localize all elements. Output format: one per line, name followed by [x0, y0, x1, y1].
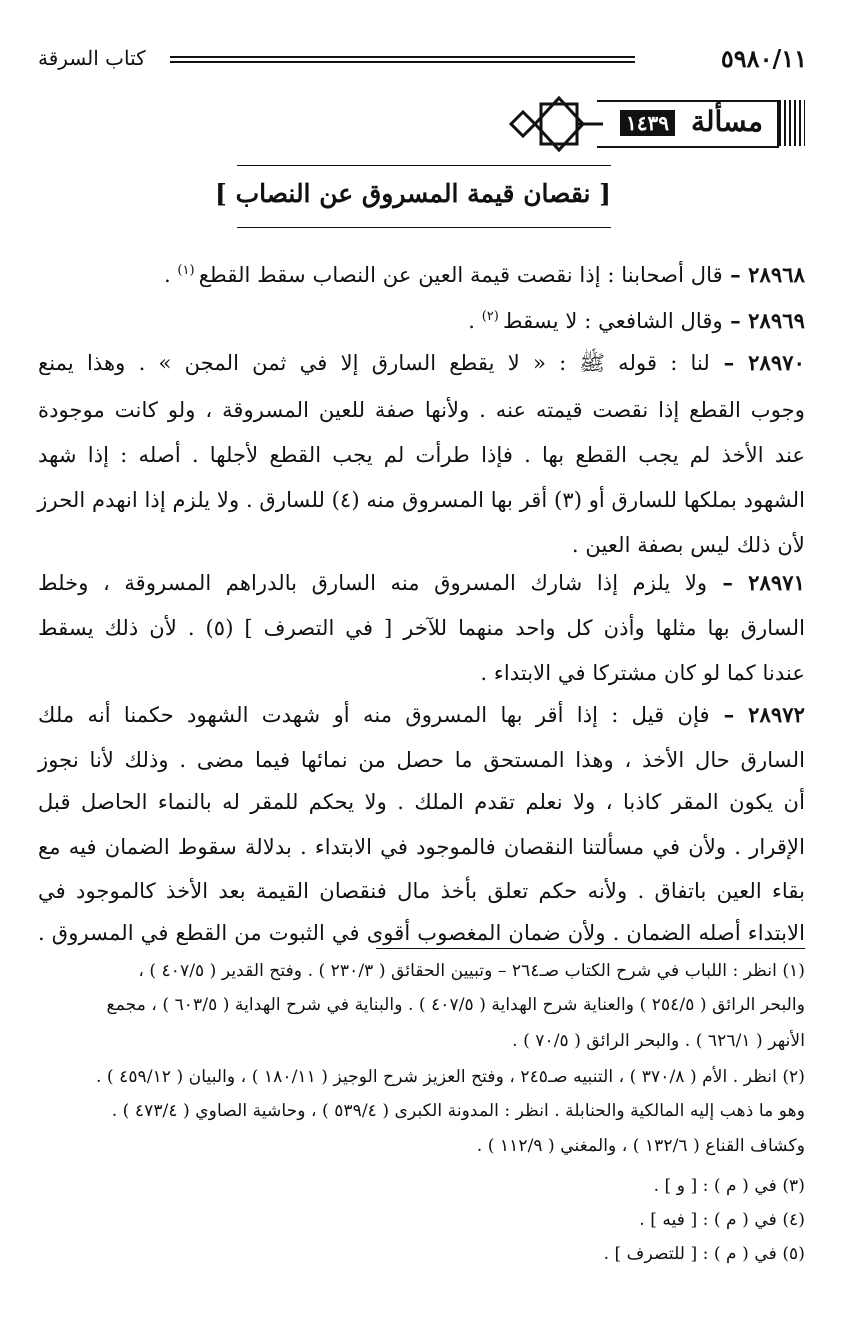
- body-line-text: الابتداء أصله الضمان . ولأن ضمان المغصوب أقوى في الثبوت من القطع في المسروق .: [38, 920, 805, 945]
- body-line-text: ولا يلزم إذا شارك المسروق منه السارق بالدراهم المسروقة ، وخلط: [38, 570, 708, 595]
- body-line: [38, 658, 805, 688]
- body-line: [38, 530, 805, 560]
- body-line-text: لأن ذلك ليس بصفة العين .: [571, 532, 805, 557]
- footnote-line: وهو ما ذهب إليه المالكية والحنابلة . انظر : المدونة الكبرى ( ٥٣٩/٤ ) ، وحاشية الصاوي ( ٤٧٣/٤ ) .: [111, 1101, 805, 1121]
- masala-number: ١٤٣٩: [620, 110, 675, 136]
- body-line-text: وقال الشافعي : لا يسقط: [503, 308, 723, 334]
- body-line-text: عندنا كما لو كان مشتركا في الابتداء .: [480, 660, 805, 685]
- line-tail: .: [468, 308, 482, 334]
- section-title: [ نقصان قيمة المسروق عن النصاب ]: [215, 179, 611, 208]
- header-rule: [170, 56, 635, 63]
- geometric-ornament-icon: [503, 94, 603, 156]
- body-line: [38, 302, 805, 336]
- footnote-line: (٤) في ( م ) : [ فيه ] .: [639, 1210, 805, 1230]
- footnote-line: والبحر الرائق ( ٢٥٤/٥ ) والعناية شرح الهداية ( ٤٠٧/٥ ) . والبناية في شرح الهداية ( ٦٠٣/٥ ) ، مجمع: [106, 995, 805, 1015]
- body-line-text: قال أصحابنا : إذا نقصت قيمة العين عن النصاب سقط القطع: [198, 262, 723, 288]
- body-line-text: فإن قيل : إذا أقر بها المسروق منه أو شهدت الشهود حكمنا أنه ملك: [38, 702, 710, 727]
- line-tail: .: [163, 262, 178, 288]
- footnote-line: الأنهر ( ٦٢٦/١ ) . والبحر الرائق ( ٧٠/٥ ) .: [512, 1031, 805, 1051]
- paragraph-number: ٢٨٩٧١ –: [707, 570, 805, 595]
- title-rule-bottom: [237, 227, 611, 228]
- body-line-text: لنا : قوله ﷺ : « لا يقطع السارق إلا في ثمن المجن » . وهذا يمنع: [38, 350, 710, 375]
- body-line-text: بقاء العين باتفاق . ولأنه حكم تعلق بأخذ مال فنقصان القيمة بعد الأخذ كالموجود في: [38, 878, 805, 903]
- body-line: [38, 876, 805, 906]
- hatch-ornament: [779, 100, 805, 146]
- title-rule-top: [237, 165, 611, 166]
- paragraph-number: ٢٨٩٧٢ –: [709, 702, 805, 727]
- body-line: [38, 700, 805, 730]
- body-line-text: عند الأخذ لم يجب القطع بها . فإذا طرأت لم يجب القطع لأجلها . أصله : إذا شهد: [38, 442, 805, 467]
- body-line: [38, 440, 805, 470]
- body-line-text: وجوب القطع إذا نقصت قيمته عنه . ولأنها صفة للعين المسروقة ، ولو كانت موجودة: [38, 397, 805, 422]
- body-line: [38, 256, 805, 290]
- body-line-text: السارق حال الأخذ ، وهذا المستحق ما حصل من نمائها فيما مضى . وذلك لأنا نجوز: [38, 747, 805, 772]
- page-number: ٥٩٨٠/١١: [720, 44, 807, 73]
- body-line: [38, 745, 805, 775]
- body-line-text: الإقرار . ولأن في مسألتنا النقصان فالموجود في الابتداء . بدلالة سقوط الضمان فيه مع: [38, 834, 805, 859]
- masala-label: مسألة: [690, 105, 763, 138]
- paragraph-number: ٢٨٩٧٠ –: [709, 350, 805, 375]
- running-header: [38, 38, 807, 82]
- paragraph-number: ٢٨٩٦٨ –: [722, 262, 805, 288]
- book-title: كتاب السرقة: [38, 46, 146, 70]
- body-line: [38, 832, 805, 862]
- footnote-marker: (١): [177, 263, 199, 278]
- footnote-line: (١) انظر : اللباب في شرح الكتاب صـ٢٦٤ – وتبيين الحقائق ( ٢٣٠/٣ ) . وفتح القدير ( ٤٠٧/٥ ) ،: [138, 961, 805, 981]
- body-line-text: الشهود بملكها للسارق أو (٣) أقر بها المسروق منه (٤) للسارق . ولا يلزم إذا انهدم الحرز: [37, 487, 805, 512]
- body-line: [38, 485, 805, 515]
- body-line: [38, 613, 805, 643]
- paragraph-number: ٢٨٩٦٩ –: [722, 308, 805, 334]
- body-line: [38, 568, 805, 598]
- footnote-line: (٣) في ( م ) : [ و ] .: [653, 1176, 805, 1196]
- masala-banner: [503, 94, 805, 156]
- body-line: [38, 395, 805, 425]
- footnote-rule: [376, 948, 805, 949]
- body-line-text: السارق بها مثلها وأذن كل واحد منهما للآخر [ في التصرف ] (٥) . لأن ذلك يسقط: [38, 615, 805, 640]
- title-box: [215, 165, 611, 228]
- footnote-marker: (٢): [481, 309, 504, 324]
- body-line-text: أن يكون المقر كاذبا ، ولا نعلم تقدم الملك . ولا يحكم للمقر له بالنماء الحاصل قبل: [38, 789, 805, 814]
- body-line: [38, 918, 805, 948]
- body-line: [38, 787, 805, 817]
- footnote-line: وكشاف القناع ( ١٣٢/٦ ) ، والمغني ( ١١٢/٩ ) .: [476, 1136, 805, 1156]
- footnote-line: (٢) انظر . الأم ( ٣٧٠/٨ ) ، التنبيه صـ٢٤٥ ، وفتح العزيز شرح الوجيز ( ١٨٠/١١ ) ، والبيان ( ٤٥٩/١٢ ) .: [95, 1067, 805, 1087]
- footnote-line: (٥) في ( م ) : [ للتصرف ] .: [603, 1244, 805, 1264]
- body-line: [38, 348, 805, 378]
